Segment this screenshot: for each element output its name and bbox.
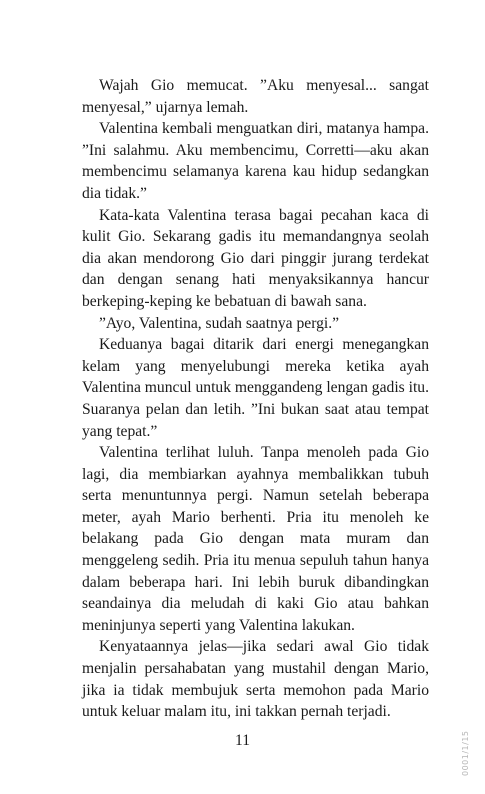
paragraph-5: Keduanya bagai ditarik dari energi menegangkan kelam yang menyelubungi mereka ketika ayah Valentina muncul untuk menggandeng lengan gadis itu. Suaranya pelan dan letih. ”Ini bukan saat atau tempat yang tepat.” (82, 336, 429, 440)
paragraph-3: Kata-kata Valentina terasa bagai pecahan kaca di kulit Gio. Sekarang gadis itu memandangnya seolah dia akan mendorong Gio dari pinggir jurang terdekat dan dengan senang hati menyaksikannya hancur berkeping-keping ke bebatuan di bawah sana. (82, 206, 429, 310)
body-text (82, 75, 429, 723)
paragraph-7: Kenyataannya jelas—jika sedari awal Gio tidak menjalin persahabatan yang mustahil dengan Mario, jika ia tidak membujuk serta memohon pada Mario untuk keluar malam itu, ini takkan pernah terjadi. (82, 638, 429, 721)
side-watermark: 0001/1/15 (461, 730, 470, 776)
page-number: 11 (234, 732, 250, 749)
paragraph-2: Valentina kembali menguatkan diri, matanya hampa. ”Ini salahmu. Aku membencimu, Corretti—aku akan membencimu selamanya karena kau hidup sedangkan dia tidak.” (82, 120, 429, 202)
paragraph-1: Wajah Gio memucat. ”Aku menyesal... sangat menyesal,” ujarnya lemah. (82, 77, 429, 116)
paragraph-6: Valentina terlihat luluh. Tanpa menoleh pada Gio lagi, dia membiarkan ayahnya membalikkan tubuh serta menuntunnya pergi. Namun setelah beberapa meter, ayah Mario berhenti. Pria itu menoleh ke belakang pada Gio dengan mata muram dan menggeleng sedih. Pria itu menua sepuluh tahun hanya dalam beberapa hari. Ini lebih buruk dibandingkan seandainya dia meludah di kaki Gio atau bahkan meninjunya seperti yang Valentina lakukan. (82, 444, 429, 634)
paragraph-4: ”Ayo, Valentina, sudah saatnya pergi.” (99, 314, 340, 332)
